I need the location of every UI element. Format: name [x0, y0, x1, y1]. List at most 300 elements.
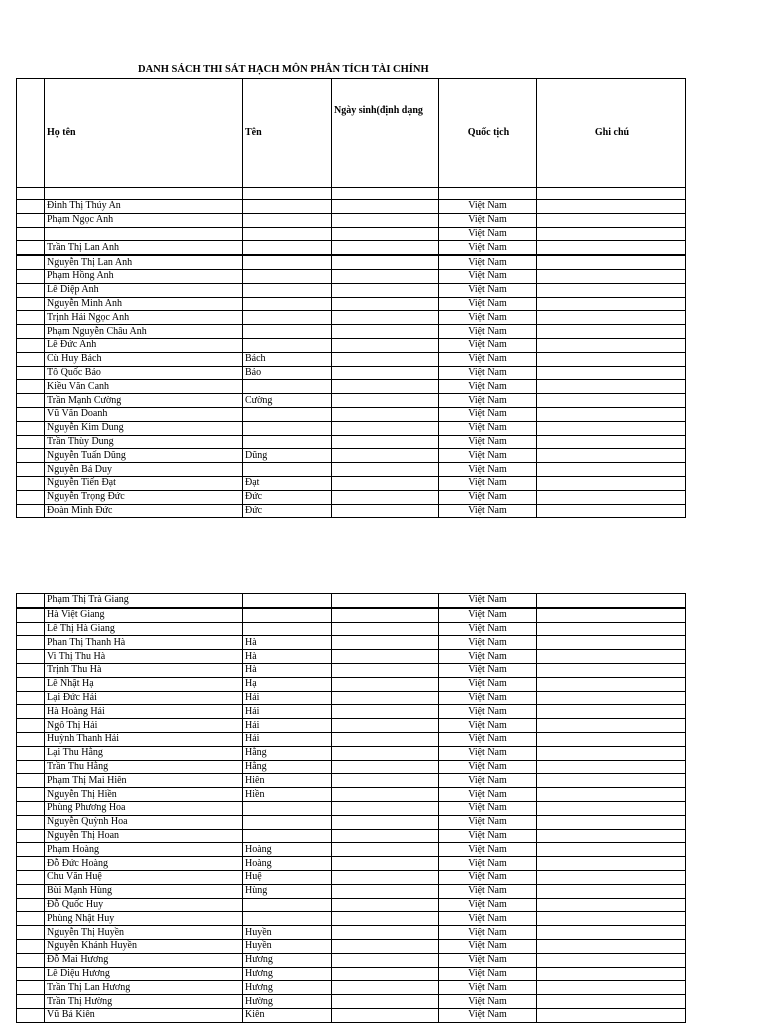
notes-cell: [537, 760, 686, 774]
index-cell: [17, 407, 45, 421]
table-row: [17, 705, 686, 719]
nationality-cell: Việt Nam: [439, 352, 537, 366]
birthdate-cell: [332, 912, 439, 926]
nationality-cell: Việt Nam: [439, 898, 537, 912]
index-cell: [17, 995, 45, 1009]
index-cell: [17, 857, 45, 871]
notes-cell: [537, 311, 686, 325]
index-cell: [17, 719, 45, 733]
given-name-cell: Hải: [243, 732, 332, 746]
birthdate-cell: [332, 691, 439, 705]
table-row: [17, 449, 686, 463]
notes-cell: [537, 490, 686, 504]
full-name-cell: Phùng Phương Hoa: [45, 801, 243, 815]
notes-cell: [537, 200, 686, 214]
full-name-cell: Nguyễn Minh Anh: [45, 297, 243, 311]
table-row: [17, 815, 686, 829]
given-name-cell: Huyền: [243, 939, 332, 953]
birthdate-cell: [332, 650, 439, 664]
birthdate-cell: [332, 283, 439, 297]
notes-cell: [537, 843, 686, 857]
index-cell: [17, 504, 45, 518]
given-name-cell: [243, 912, 332, 926]
full-name-cell: Hà Hoàng Hải: [45, 705, 243, 719]
birthdate-cell: [332, 732, 439, 746]
nationality-cell: Việt Nam: [439, 325, 537, 339]
index-cell: [17, 732, 45, 746]
notes-cell: [537, 857, 686, 871]
nationality-cell: Việt Nam: [439, 394, 537, 408]
birthdate-cell: [332, 898, 439, 912]
table-row: [17, 691, 686, 705]
full-name-cell: Nguyễn Khánh Huyền: [45, 939, 243, 953]
index-cell: [17, 981, 45, 995]
birthdate-cell: [332, 746, 439, 760]
given-name-cell: Cường: [243, 394, 332, 408]
nationality-cell: Việt Nam: [439, 421, 537, 435]
full-name-cell: Đỗ Đức Hoàng: [45, 857, 243, 871]
table-row: [17, 884, 686, 898]
notes-cell: [537, 622, 686, 636]
nationality-cell: Việt Nam: [439, 995, 537, 1009]
table-row: [17, 338, 686, 352]
birthdate-cell: [332, 241, 439, 255]
notes-cell: [537, 463, 686, 477]
full-name-cell: Trần Thu Hằng: [45, 760, 243, 774]
nationality-cell: Việt Nam: [439, 705, 537, 719]
table-row: [17, 325, 686, 339]
full-name-cell: Lê Nhật Hạ: [45, 677, 243, 691]
nationality-cell: Việt Nam: [439, 227, 537, 241]
nationality-cell: Việt Nam: [439, 435, 537, 449]
notes-cell: [537, 719, 686, 733]
given-name-cell: [243, 407, 332, 421]
birthdate-cell: [332, 622, 439, 636]
nationality-cell: Việt Nam: [439, 338, 537, 352]
given-name-cell: [243, 463, 332, 477]
nationality-cell: Việt Nam: [439, 311, 537, 325]
table-row: [17, 297, 686, 311]
header-index: [17, 79, 45, 188]
notes-cell: [537, 241, 686, 255]
index-cell: [17, 774, 45, 788]
birthdate-cell: [332, 995, 439, 1009]
nationality-cell: Việt Nam: [439, 636, 537, 650]
index-cell: [17, 843, 45, 857]
given-name-cell: Hạ: [243, 677, 332, 691]
full-name-cell: Đinh Thị Thúy An: [45, 200, 243, 214]
table-row: [17, 594, 686, 608]
full-name-cell: Lê Đức Anh: [45, 338, 243, 352]
index-cell: [17, 311, 45, 325]
birthdate-cell: [332, 449, 439, 463]
nationality-cell: Việt Nam: [439, 981, 537, 995]
given-name-cell: Huệ: [243, 870, 332, 884]
full-name-cell: Huỳnh Thanh Hải: [45, 732, 243, 746]
birthdate-cell: [332, 594, 439, 608]
nationality-cell: Việt Nam: [439, 213, 537, 227]
birthdate-cell: [332, 490, 439, 504]
birthdate-cell: [332, 870, 439, 884]
birthdate-cell: [332, 269, 439, 283]
notes-cell: [537, 227, 686, 241]
given-name-cell: Kiên: [243, 1008, 332, 1022]
nationality-cell: Việt Nam: [439, 255, 537, 269]
full-name-cell: Kiều Văn Canh: [45, 380, 243, 394]
table-row: [17, 394, 686, 408]
table-row: [17, 255, 686, 269]
table-row: [17, 870, 686, 884]
birthdate-cell: [332, 857, 439, 871]
table-row: [17, 746, 686, 760]
nationality-cell: Việt Nam: [439, 677, 537, 691]
index-cell: [17, 760, 45, 774]
birthdate-cell: [332, 636, 439, 650]
notes-cell: [537, 788, 686, 802]
index-cell: [17, 227, 45, 241]
table-row: [17, 719, 686, 733]
nationality-cell: Việt Nam: [439, 774, 537, 788]
full-name-cell: Phạm Ngọc Anh: [45, 213, 243, 227]
nationality-cell: Việt Nam: [439, 926, 537, 940]
given-name-cell: [243, 338, 332, 352]
table-row: [17, 981, 686, 995]
index-cell: [17, 325, 45, 339]
nationality-cell: Việt Nam: [439, 870, 537, 884]
full-name-cell: Nguyễn Tiến Đạt: [45, 476, 243, 490]
nationality-cell: Việt Nam: [439, 449, 537, 463]
given-name-cell: Hải: [243, 691, 332, 705]
full-name-cell: Đoàn Minh Đức: [45, 504, 243, 518]
given-name-cell: Hương: [243, 981, 332, 995]
full-name-cell: Phạm Hoàng: [45, 843, 243, 857]
full-name-cell: Cù Huy Bách: [45, 352, 243, 366]
table-row: [17, 490, 686, 504]
table-row: [17, 926, 686, 940]
index-cell: [17, 636, 45, 650]
notes-cell: [537, 967, 686, 981]
index-cell: [17, 200, 45, 214]
table-row: [17, 663, 686, 677]
notes-cell: [537, 352, 686, 366]
given-name-cell: [243, 241, 332, 255]
nationality-cell: Việt Nam: [439, 407, 537, 421]
table-row: [17, 732, 686, 746]
index-cell: [17, 677, 45, 691]
nationality-cell: Việt Nam: [439, 843, 537, 857]
nationality-cell: Việt Nam: [439, 939, 537, 953]
index-cell: [17, 939, 45, 953]
given-name-cell: Đức: [243, 490, 332, 504]
index-cell: [17, 926, 45, 940]
table-row: [17, 912, 686, 926]
index-cell: [17, 884, 45, 898]
full-name-cell: Hà Việt Giang: [45, 608, 243, 622]
given-name-cell: Hiền: [243, 788, 332, 802]
nationality-cell: Việt Nam: [439, 241, 537, 255]
full-name-cell: Lê Diệu Hương: [45, 967, 243, 981]
index-cell: [17, 815, 45, 829]
table-row: [17, 608, 686, 622]
header-row: [17, 79, 686, 188]
index-cell: [17, 352, 45, 366]
index-cell: [17, 801, 45, 815]
full-name-cell: Phan Thị Thanh Hà: [45, 636, 243, 650]
nationality-cell: Việt Nam: [439, 380, 537, 394]
birthdate-cell: [332, 366, 439, 380]
full-name-cell: Đỗ Mai Hương: [45, 953, 243, 967]
index-cell: [17, 463, 45, 477]
given-name-cell: [243, 200, 332, 214]
nationality-cell: Việt Nam: [439, 1008, 537, 1022]
nationality-cell: Việt Nam: [439, 476, 537, 490]
full-name-cell: Đỗ Quốc Huy: [45, 898, 243, 912]
full-name-cell: Phạm Thị Trà Giang: [45, 594, 243, 608]
given-name-cell: Huyền: [243, 926, 332, 940]
nationality-cell: Việt Nam: [439, 490, 537, 504]
given-name-cell: Hà: [243, 650, 332, 664]
index-cell: [17, 241, 45, 255]
given-name-cell: Hải: [243, 719, 332, 733]
given-name-cell: Dũng: [243, 449, 332, 463]
full-name-cell: Bùi Mạnh Hùng: [45, 884, 243, 898]
full-name-cell: Vi Thị Thu Hà: [45, 650, 243, 664]
full-name-cell: Nguyễn Thị Hoan: [45, 829, 243, 843]
header-nationality: Quốc tịch: [439, 79, 537, 188]
table-row: [17, 213, 686, 227]
birthdate-cell: [332, 774, 439, 788]
index-cell: [17, 338, 45, 352]
index-cell: [17, 650, 45, 664]
nationality-cell: Việt Nam: [439, 719, 537, 733]
nationality-cell: Việt Nam: [439, 829, 537, 843]
given-name-cell: Hiên: [243, 774, 332, 788]
given-name-cell: [243, 325, 332, 339]
index-cell: [17, 912, 45, 926]
given-name-cell: [243, 213, 332, 227]
notes-cell: [537, 380, 686, 394]
birthdate-cell: [332, 407, 439, 421]
birthdate-cell: [332, 325, 439, 339]
full-name-cell: Trần Thùy Dung: [45, 435, 243, 449]
full-name-cell: Phạm Thị Mai Hiên: [45, 774, 243, 788]
full-name-cell: Nguyễn Trọng Đức: [45, 490, 243, 504]
table-row: [17, 366, 686, 380]
index-cell: [17, 490, 45, 504]
notes-cell: [537, 504, 686, 518]
table-row: [17, 843, 686, 857]
given-name-cell: Hường: [243, 995, 332, 1009]
index-cell: [17, 788, 45, 802]
birthdate-cell: [332, 297, 439, 311]
given-name-cell: Hà: [243, 636, 332, 650]
table-row: [17, 829, 686, 843]
birthdate-cell: [332, 504, 439, 518]
given-name-cell: [243, 255, 332, 269]
notes-cell: [537, 939, 686, 953]
full-name-cell: Phạm Hồng Anh: [45, 269, 243, 283]
given-name-cell: Hùng: [243, 884, 332, 898]
nationality-cell: Việt Nam: [439, 912, 537, 926]
full-name-cell: Nguyễn Thị Hiền: [45, 788, 243, 802]
header-birthdate: Ngày sinh(định dạng: [332, 79, 439, 188]
notes-cell: [537, 705, 686, 719]
birthdate-cell: [332, 926, 439, 940]
birthdate-cell: [332, 255, 439, 269]
given-name-cell: [243, 297, 332, 311]
birthdate-cell: [332, 663, 439, 677]
given-name-cell: [243, 801, 332, 815]
index-cell: [17, 213, 45, 227]
given-name-cell: [243, 815, 332, 829]
nationality-cell: Việt Nam: [439, 663, 537, 677]
index-cell: [17, 283, 45, 297]
notes-cell: [537, 663, 686, 677]
index-cell: [17, 829, 45, 843]
index-cell: [17, 435, 45, 449]
notes-cell: [537, 435, 686, 449]
given-name-cell: Hoàng: [243, 857, 332, 871]
given-name-cell: [243, 594, 332, 608]
table-row: [17, 1008, 686, 1022]
table-row: [17, 476, 686, 490]
table-row: [17, 200, 686, 214]
notes-cell: [537, 255, 686, 269]
index-cell: [17, 898, 45, 912]
nationality-cell: Việt Nam: [439, 760, 537, 774]
birthdate-cell: [332, 815, 439, 829]
index-cell: [17, 255, 45, 269]
table-row: [17, 967, 686, 981]
nationality-cell: Việt Nam: [439, 463, 537, 477]
notes-cell: [537, 297, 686, 311]
full-name-cell: Nguyễn Tuấn Dũng: [45, 449, 243, 463]
given-name-cell: Hà: [243, 663, 332, 677]
full-name-cell: Trần Thị Lan Hương: [45, 981, 243, 995]
table-row: [17, 227, 686, 241]
nationality-cell: Việt Nam: [439, 269, 537, 283]
given-name-cell: [243, 898, 332, 912]
nationality-cell: Việt Nam: [439, 594, 537, 608]
given-name-cell: Hằng: [243, 746, 332, 760]
nationality-cell: Việt Nam: [439, 650, 537, 664]
notes-cell: [537, 213, 686, 227]
notes-cell: [537, 608, 686, 622]
nationality-cell: Việt Nam: [439, 622, 537, 636]
index-cell: [17, 953, 45, 967]
nationality-cell: Việt Nam: [439, 815, 537, 829]
notes-cell: [537, 1008, 686, 1022]
notes-cell: [537, 677, 686, 691]
nationality-cell: Việt Nam: [439, 283, 537, 297]
given-name-cell: Hoàng: [243, 843, 332, 857]
birthdate-cell: [332, 801, 439, 815]
given-name-cell: [243, 283, 332, 297]
full-name-cell: Nguyễn Thị Huyền: [45, 926, 243, 940]
notes-cell: [537, 774, 686, 788]
full-name-cell: Phạm Nguyễn Châu Anh: [45, 325, 243, 339]
birthdate-cell: [332, 884, 439, 898]
full-name-cell: Lại Thu Hằng: [45, 746, 243, 760]
notes-cell: [537, 912, 686, 926]
notes-cell: [537, 394, 686, 408]
given-name-cell: [243, 380, 332, 394]
full-name-cell: Trần Thị Hường: [45, 995, 243, 1009]
nationality-cell: Việt Nam: [439, 366, 537, 380]
full-name-cell: Vũ Văn Doanh: [45, 407, 243, 421]
full-name-cell: Phùng Nhật Huy: [45, 912, 243, 926]
notes-cell: [537, 829, 686, 843]
nationality-cell: Việt Nam: [439, 857, 537, 871]
index-cell: [17, 663, 45, 677]
notes-cell: [537, 407, 686, 421]
table-row: [17, 760, 686, 774]
given-name-cell: Đạt: [243, 476, 332, 490]
index-cell: [17, 870, 45, 884]
given-name-cell: [243, 311, 332, 325]
table-row: [17, 801, 686, 815]
birthdate-cell: [332, 760, 439, 774]
header-notes: Ghi chú: [537, 79, 686, 188]
table-row: [17, 311, 686, 325]
notes-cell: [537, 746, 686, 760]
index-cell: [17, 421, 45, 435]
birthdate-cell: [332, 788, 439, 802]
candidate-table-1: [16, 78, 686, 518]
full-name-cell: Trịnh Thu Hà: [45, 663, 243, 677]
table-row: [17, 463, 686, 477]
notes-cell: [537, 732, 686, 746]
birthdate-cell: [332, 939, 439, 953]
full-name-cell: Tô Quốc Bảo: [45, 366, 243, 380]
notes-cell: [537, 691, 686, 705]
table-row: [17, 352, 686, 366]
birthdate-cell: [332, 421, 439, 435]
nationality-cell: Việt Nam: [439, 200, 537, 214]
nationality-cell: Việt Nam: [439, 801, 537, 815]
notes-cell: [537, 269, 686, 283]
full-name-cell: Nguyễn Kim Dung: [45, 421, 243, 435]
table-row: [17, 283, 686, 297]
birthdate-cell: [332, 1008, 439, 1022]
index-cell: [17, 691, 45, 705]
notes-cell: [537, 870, 686, 884]
notes-cell: [537, 421, 686, 435]
birthdate-cell: [332, 352, 439, 366]
birthdate-cell: [332, 843, 439, 857]
given-name-cell: [243, 269, 332, 283]
nationality-cell: Việt Nam: [439, 953, 537, 967]
index-cell: [17, 594, 45, 608]
index-cell: [17, 476, 45, 490]
nationality-cell: Việt Nam: [439, 788, 537, 802]
given-name-cell: Đức: [243, 504, 332, 518]
notes-cell: [537, 476, 686, 490]
nationality-cell: Việt Nam: [439, 297, 537, 311]
nationality-cell: Việt Nam: [439, 732, 537, 746]
table-row: [17, 504, 686, 518]
birthdate-cell: [332, 953, 439, 967]
table-row: [17, 269, 686, 283]
full-name-cell: Nguyễn Bá Duy: [45, 463, 243, 477]
birthdate-cell: [332, 200, 439, 214]
notes-cell: [537, 650, 686, 664]
full-name-cell: Nguyễn Thị Lan Anh: [45, 255, 243, 269]
birthdate-cell: [332, 380, 439, 394]
birthdate-cell: [332, 981, 439, 995]
table-row: [17, 650, 686, 664]
nationality-cell: Việt Nam: [439, 504, 537, 518]
